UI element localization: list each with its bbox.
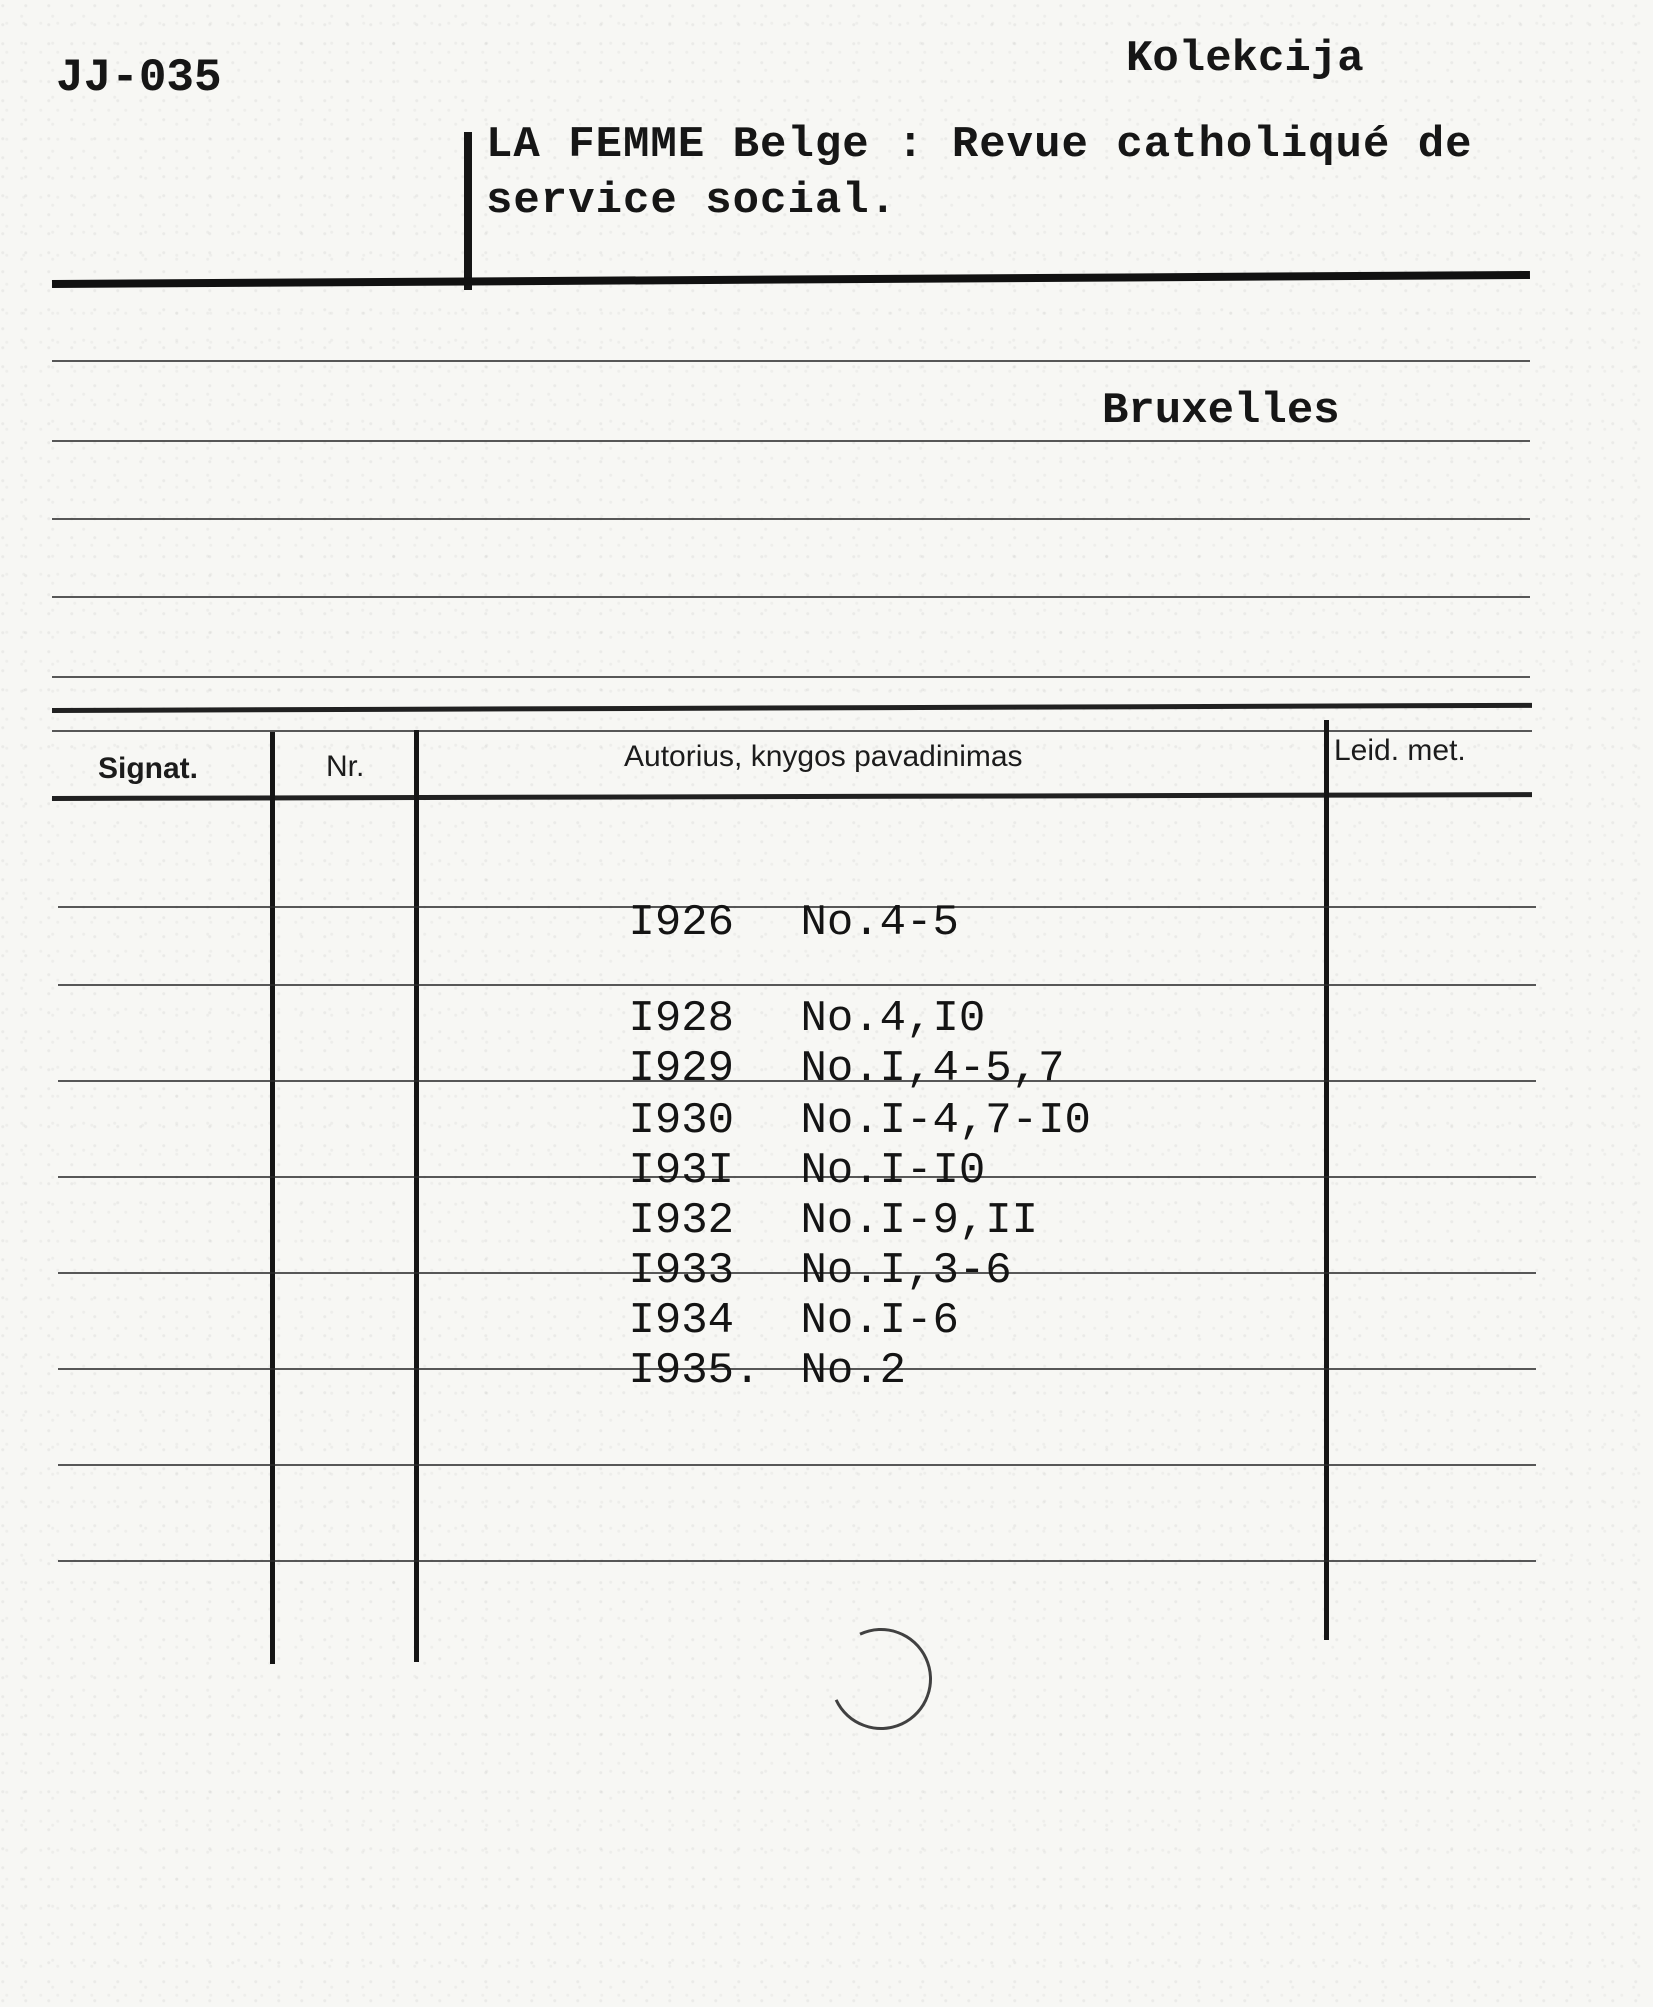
holding-year: I935. — [628, 1346, 761, 1396]
holding-year: I929 — [628, 1044, 735, 1094]
ruled-line — [52, 440, 1530, 442]
list-item — [470, 1296, 906, 1446]
header-year: Leid. met. — [1334, 734, 1466, 767]
title-bracket — [464, 132, 472, 290]
holding-issues: No.I,4-5,7 — [800, 1044, 1065, 1094]
holding-issues: No.2 — [800, 1346, 907, 1396]
holding-issues: No.I-4,7-I0 — [800, 1096, 1091, 1146]
header-author-title: Autorius, knygos pavadinimas — [624, 740, 1023, 773]
punch-hole-icon — [816, 1614, 947, 1745]
ruled-line — [52, 596, 1530, 598]
title-line-1: LA FEMME Belge : Revue catholiqué de — [486, 120, 1473, 170]
holding-year: I933 — [628, 1246, 735, 1296]
column-divider-signature — [270, 732, 275, 1664]
holding-year: I932 — [628, 1196, 735, 1246]
holding-year: I926 — [628, 898, 735, 948]
place-of-publication: Bruxelles — [1102, 386, 1340, 436]
header-number: Nr. — [326, 750, 365, 783]
title-line-2: service social. — [486, 176, 898, 226]
holding-year: I930 — [628, 1096, 735, 1146]
holding-issues: No.I,3-6 — [800, 1246, 1012, 1296]
holding-year: I934 — [628, 1296, 735, 1346]
call-number: JJ-035 — [56, 52, 222, 104]
ruled-line — [52, 360, 1530, 362]
column-divider-year — [1324, 720, 1329, 1640]
holding-issues: No.I-I0 — [800, 1146, 986, 1196]
table-row-rule — [58, 1464, 1536, 1466]
holding-year: I928 — [628, 994, 735, 1044]
table-row-rule — [58, 1560, 1536, 1562]
column-divider-number — [414, 730, 419, 1662]
table-top-rule — [52, 703, 1532, 713]
holding-issues: No.I-9,II — [800, 1196, 1039, 1246]
holding-year: I93I — [628, 1146, 735, 1196]
holding-issues: No.I-6 — [800, 1296, 959, 1346]
ruled-line — [52, 518, 1530, 520]
collection-label: Kolekcija — [1126, 34, 1364, 84]
holding-issues: No.4,I0 — [800, 994, 986, 1044]
header-rule — [52, 271, 1530, 288]
ruled-line — [52, 676, 1530, 678]
holding-issues: No.4-5 — [800, 898, 959, 948]
header-signature: Signat. — [98, 752, 199, 785]
